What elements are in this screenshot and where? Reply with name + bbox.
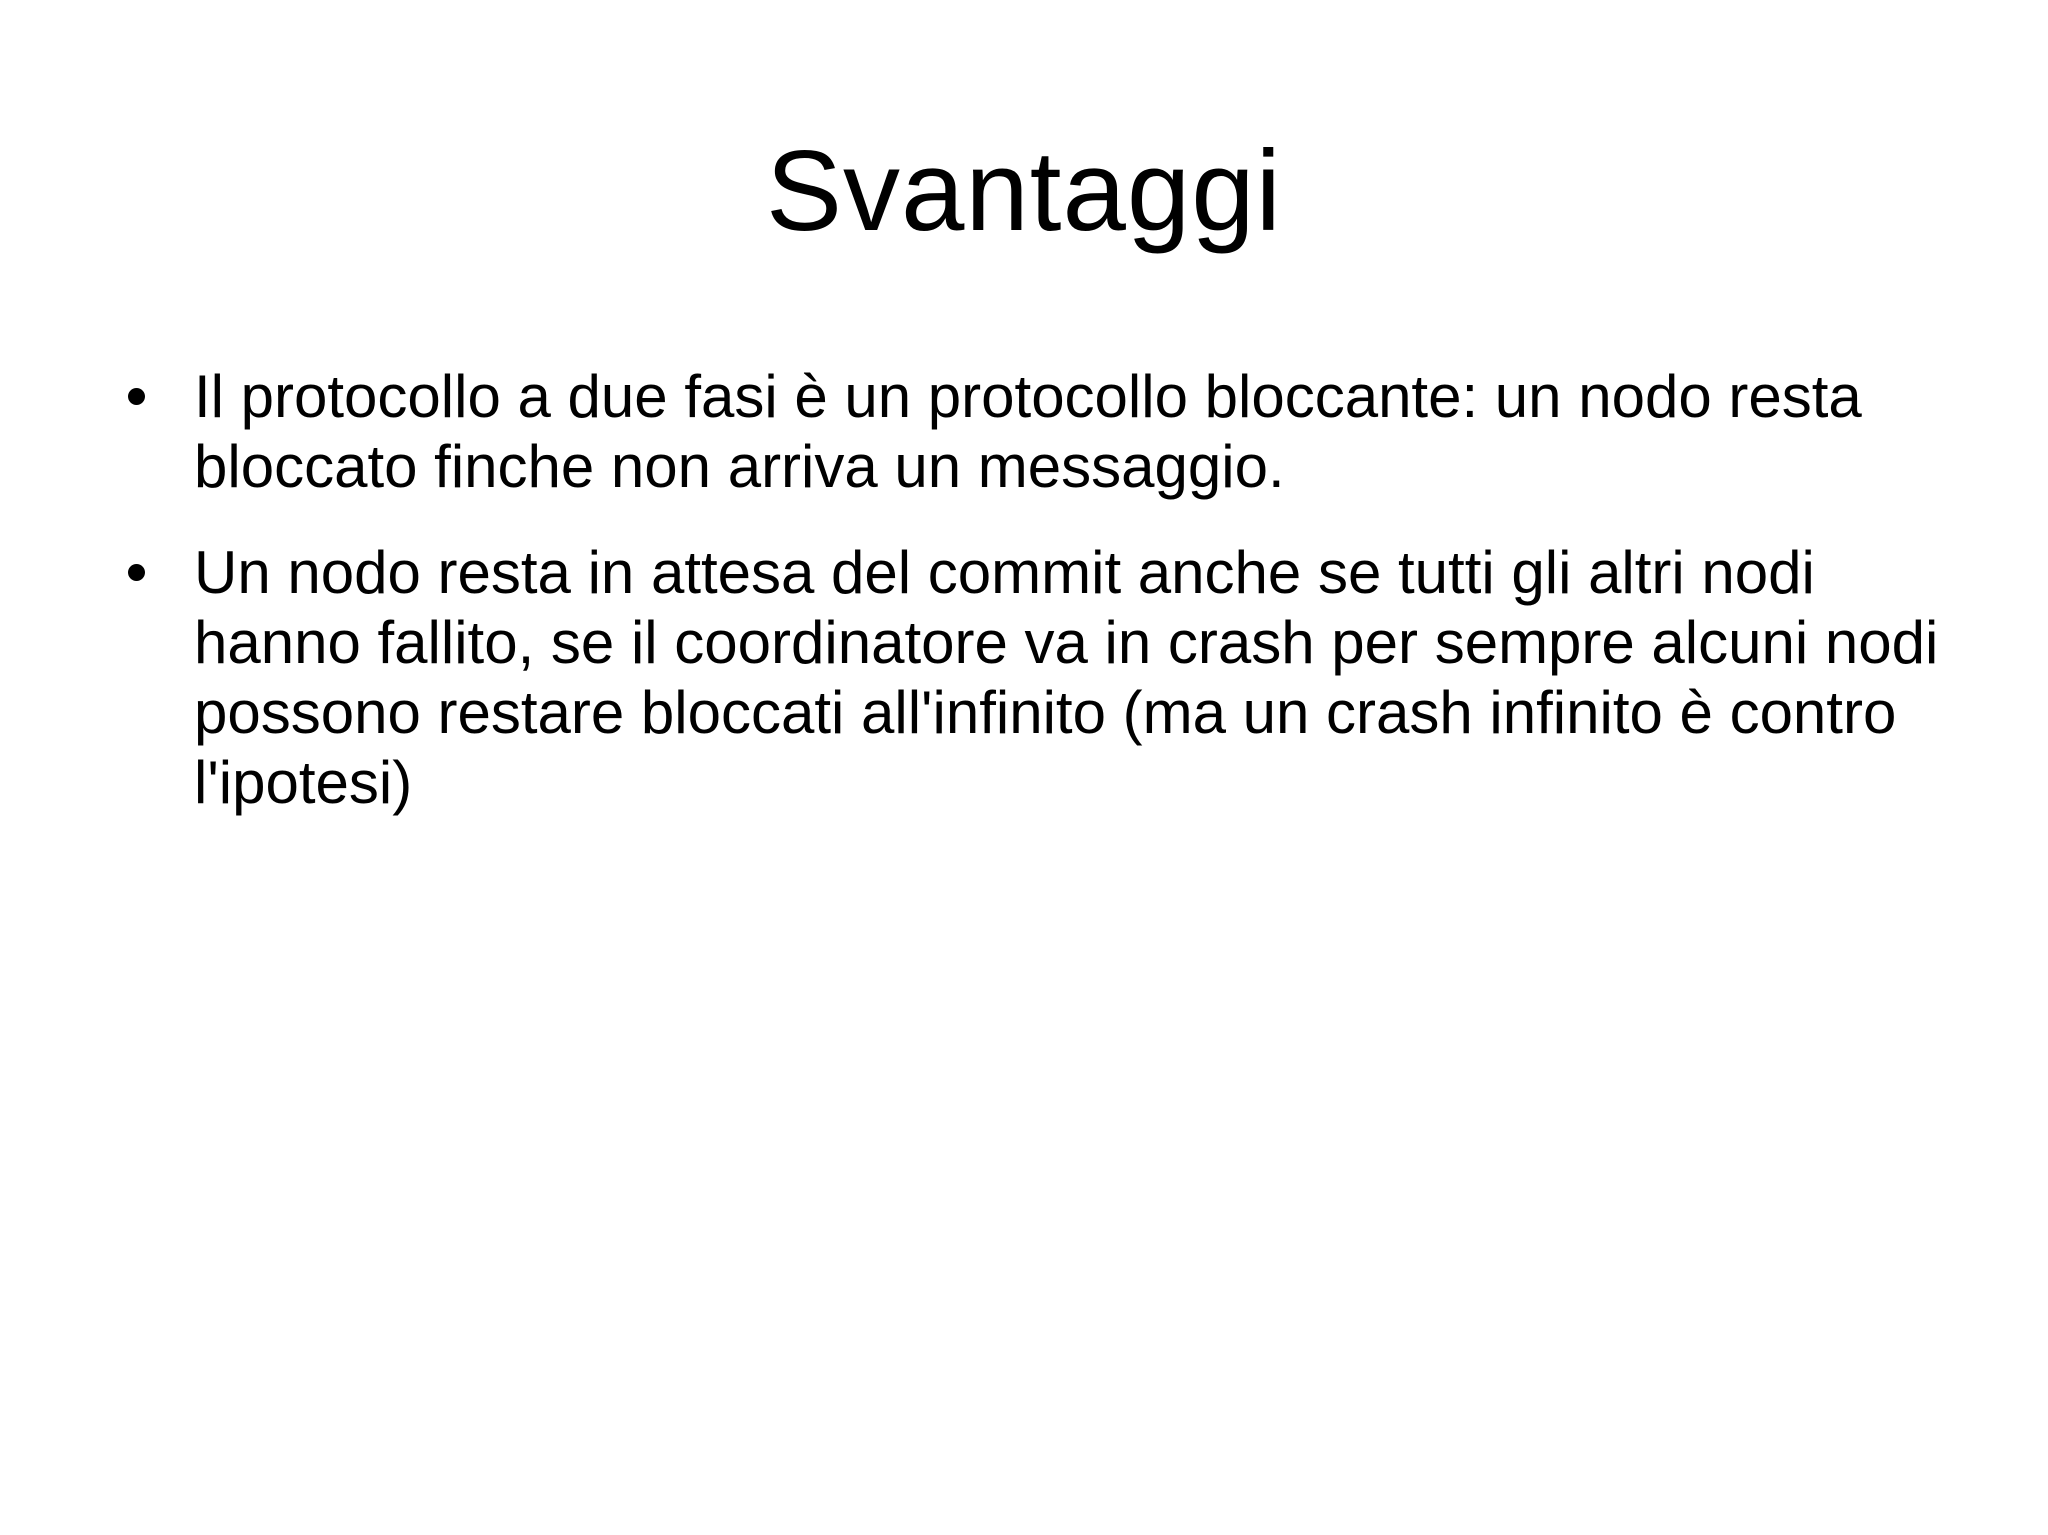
bullet-text: Il protocollo a due fasi è un protocollo bloccante: un nodo resta bloccato finche non arriva un messaggio. [194,363,1862,500]
bullet-item [120,362,1950,502]
bullet-item [120,538,1950,818]
bullet-dot-icon [128,388,145,405]
bullet-list [120,362,1950,854]
slide-title: Svantaggi [765,128,1283,255]
bullet-dot-icon [128,564,145,581]
bullet-text: Un nodo resta in attesa del commit anche se tutti gli altri nodi hanno fallito, se il coordinatore va in crash per sempre alcuni nodi possono restare bloccati all'infinito (ma un crash infinito è contro l'ipotesi) [194,539,1939,816]
